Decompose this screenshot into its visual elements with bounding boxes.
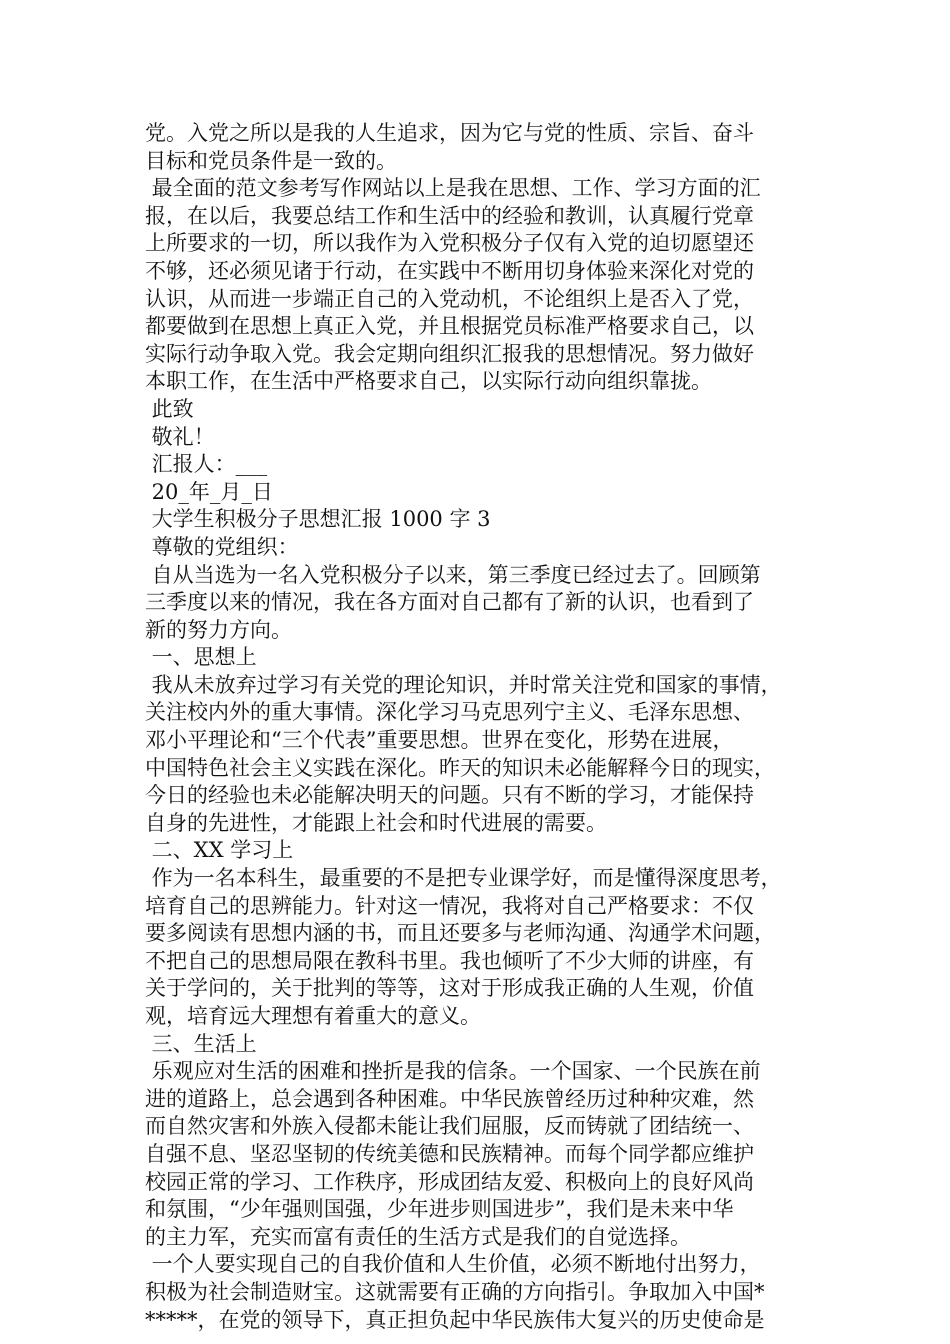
text-line: 自从当选为一名入党积极分子以来，第三季度已经过去了。回顾第 <box>145 562 761 587</box>
text-line: 校园正常的学习、工作秩序，形成团结友爱、积极向上的良好风尚 <box>145 1169 754 1194</box>
subheading: 二、XX 学习上 <box>145 838 294 863</box>
text-line: 进的道路上，总会遇到各种困难。中华民族曾经历过种种灾难，然 <box>145 1086 754 1111</box>
text-line: 新的努力方向。 <box>145 617 292 642</box>
date-line: 20_年_月_日 <box>145 479 273 504</box>
document-body <box>145 120 817 1334</box>
text-line: 本职工作，在生活中严格要求自己，以实际行动向组织靠拢。 <box>145 369 712 394</box>
text-line: 而自然灾害和外族入侵都未能让我们屈服，反而铸就了团结统一、 <box>145 1114 754 1139</box>
text-line: *****，在党的领导下，真正担负起中华民族伟大复兴的历史使命是 <box>145 1307 765 1332</box>
reporter-signature: 汇报人：___ <box>145 452 268 477</box>
text-line: 报，在以后，我要总结工作和生活中的经验和教训，认真履行党章 <box>145 203 754 228</box>
text-line: 我从未放弃过学习有关党的理论知识，并时常关注党和国家的事情， <box>145 672 782 697</box>
text-line: 最全面的范文参考写作网站以上是我在思想、工作、学习方面的汇 <box>145 176 761 201</box>
text-line: 自强不息、坚忍坚韧的传统美德和民族精神。而每个同学都应维护 <box>145 1141 754 1166</box>
text-line: 和氛围，“少年强则国强，少年进步则国进步”，我们是未来中华 <box>145 1197 734 1222</box>
section-title: 大学生积极分子思想汇报 1000 字 3 <box>145 507 491 532</box>
closing-salutation: 此致 <box>145 396 194 421</box>
text-line: 关注校内外的重大事情。深化学习马克思列宁主义、毛泽东思想、 <box>145 700 754 725</box>
text-line: 认识，从而进一步端正自己的入党动机，不论组织上是否入了党， <box>145 286 754 311</box>
text-line: 实际行动争取入党。我会定期向组织汇报我的思想情况。努力做好 <box>145 341 754 366</box>
text-line: 中国特色社会主义实践在深化。昨天的知识未必能解释今日的现实， <box>145 755 775 780</box>
text-line: 一个人要实现自己的自我价值和人生价值，必须不断地付出努力， <box>145 1252 761 1277</box>
text-line: 上所要求的一切，所以我作为入党积极分子仅有入党的迫切愿望还 <box>145 231 754 256</box>
subheading: 三、生活上 <box>145 1031 257 1056</box>
text-line: 的主力军，充实而富有责任的生活方式是我们的自觉选择。 <box>145 1224 691 1249</box>
text-line: 培育自己的思辨能力。针对这一情况，我将对自己严格要求：不仅 <box>145 893 754 918</box>
text-line: 积极为社会制造财宝。这就需要有正确的方向指引。争取加入中国* <box>145 1279 765 1304</box>
text-line: 乐观应对生活的困难和挫折是我的信条。一个国家、一个民族在前 <box>145 1059 761 1084</box>
text-line: 不把自己的思想局限在教科书里。我也倾听了不少大师的讲座，有 <box>145 948 754 973</box>
subheading: 一、思想上 <box>145 645 257 670</box>
text-line: 邓小平理论和“三个代表”重要思想。世界在变化，形势在进展， <box>145 728 734 753</box>
text-line: 观，培育远大理想有着重大的意义。 <box>145 1004 481 1028</box>
text-line: 自身的先进性，才能跟上社会和时代进展的需要。 <box>145 810 607 835</box>
text-line: 今日的经验也未必能解决明天的问题。只有不断的学习，才能保持 <box>145 783 754 808</box>
text-line: 都要做到在思想上真正入党，并且根据党员标准严格要求自己，以 <box>145 314 754 339</box>
text-line: 作为一名本科生，最重要的不是把专业课学好，而是懂得深度思考， <box>145 866 782 891</box>
text-line: 三季度以来的情况，我在各方面对自己都有了新的认识，也看到了 <box>145 590 754 615</box>
text-line: 党。入党之所以是我的人生追求，因为它与党的性质、宗旨、奋斗 <box>145 121 754 145</box>
text-line: 目标和党员条件是一致的。 <box>145 148 397 173</box>
text-line: 关于学问的，关于批判的等等，这对于形成我正确的人生观，价值 <box>145 976 754 1001</box>
text-line: 要多阅读有思想内涵的书，而且还要多与老师沟通、沟通学术问题， <box>145 921 775 946</box>
text-line: 不够，还必须见诸于行动，在实践中不断用切身体验来深化对党的 <box>145 258 754 283</box>
greeting: 尊敬的党组织： <box>145 534 299 559</box>
closing-salutation: 敬礼！ <box>145 424 215 449</box>
